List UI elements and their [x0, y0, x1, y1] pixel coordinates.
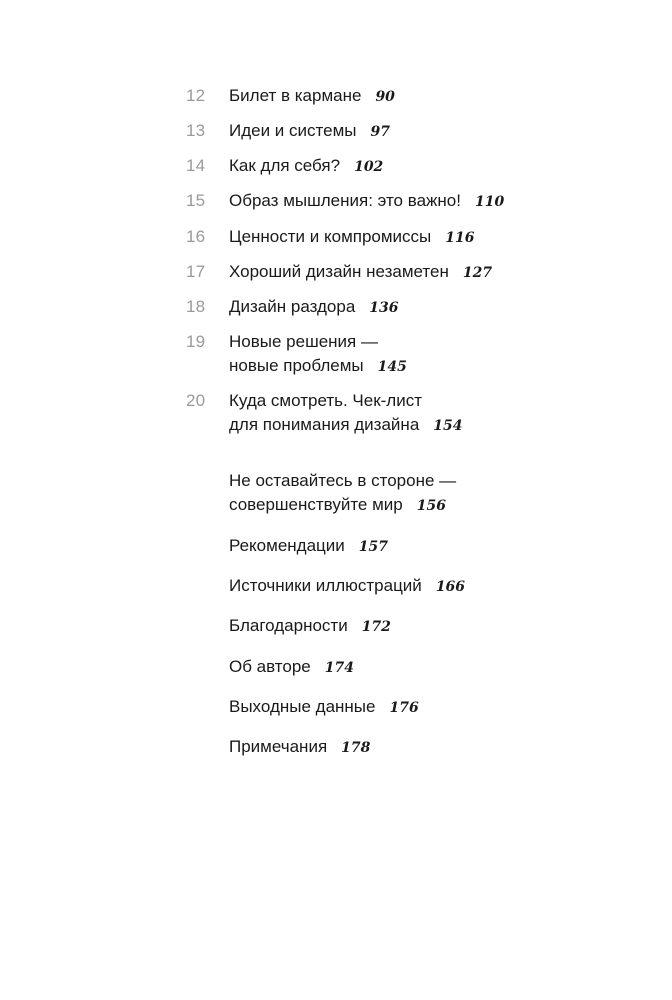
page-number: 174 [324, 660, 354, 676]
chapter-title: Дизайн раздора [229, 297, 356, 316]
page-number: 127 [462, 265, 493, 281]
chapter-number: 14 [186, 156, 206, 175]
section-title-block [229, 574, 649, 599]
page-number: 156 [416, 498, 446, 514]
page-number: 145 [377, 359, 407, 375]
chapter-title-block [229, 119, 649, 144]
page-number: 166 [435, 579, 466, 595]
chapter-title-block [229, 189, 649, 214]
section-title-block [229, 469, 649, 518]
section-title: Об авторе [229, 657, 311, 676]
chapter-title-line-2: новые проблемы [229, 356, 364, 375]
section-title-line-2: совершенствуйте мир [229, 495, 403, 514]
chapter-title: Идеи и системы [229, 121, 357, 140]
page-number: 136 [369, 300, 399, 316]
section-title-block [229, 655, 649, 680]
page-number: 172 [361, 619, 391, 635]
chapter-title-block [229, 260, 649, 285]
page-number: 110 [474, 194, 505, 210]
page-number: 90 [375, 89, 395, 105]
chapter-number: 19 [186, 332, 206, 351]
page-number: 116 [445, 230, 475, 246]
chapter-title-block [229, 84, 649, 109]
section-title: Выходные данные [229, 697, 376, 716]
chapter-number: 12 [186, 86, 206, 105]
chapter-title: Билет в кармане [229, 86, 362, 105]
chapter-title-block [229, 389, 649, 438]
chapter-title: Как для себя? [229, 156, 341, 175]
chapter-number: 15 [186, 191, 206, 210]
section-title: Благодарности [229, 616, 348, 635]
section-title: Источники иллюстраций [229, 576, 422, 595]
chapter-number: 20 [186, 391, 206, 410]
section-title: Примечания [229, 737, 328, 756]
page-number: 176 [389, 700, 419, 716]
chapter-number: 18 [186, 297, 206, 316]
page-number: 102 [354, 159, 384, 175]
page-number: 178 [341, 740, 371, 756]
section-title-line-1: Не оставайтесь в стороне — [229, 471, 457, 490]
chapter-title: Хороший дизайн незаметен [229, 262, 449, 281]
chapter-title-block [229, 154, 649, 179]
page-number: 97 [370, 124, 390, 140]
chapter-title: Образ мышления: это важно! [229, 191, 461, 210]
section-title-block [229, 534, 649, 559]
page-number: 157 [358, 539, 388, 555]
page-number: 154 [433, 418, 463, 434]
chapter-title: Ценности и компромиссы [229, 227, 432, 246]
section-title-block [229, 614, 649, 639]
chapter-title-block [229, 295, 649, 320]
chapter-title-line-1: Новые решения — [229, 332, 378, 351]
chapter-title-line-2: для понимания дизайна [229, 415, 420, 434]
chapter-number: 17 [186, 262, 206, 281]
chapter-title-block [229, 225, 649, 250]
section-title: Рекомендации [229, 536, 345, 555]
chapter-number: 13 [186, 121, 206, 140]
chapter-number: 16 [186, 227, 206, 246]
chapter-title-line-1: Куда смотреть. Чек-лист [229, 391, 423, 410]
section-title-block [229, 695, 649, 720]
chapter-title-block [229, 330, 649, 379]
section-title-block [229, 735, 649, 760]
